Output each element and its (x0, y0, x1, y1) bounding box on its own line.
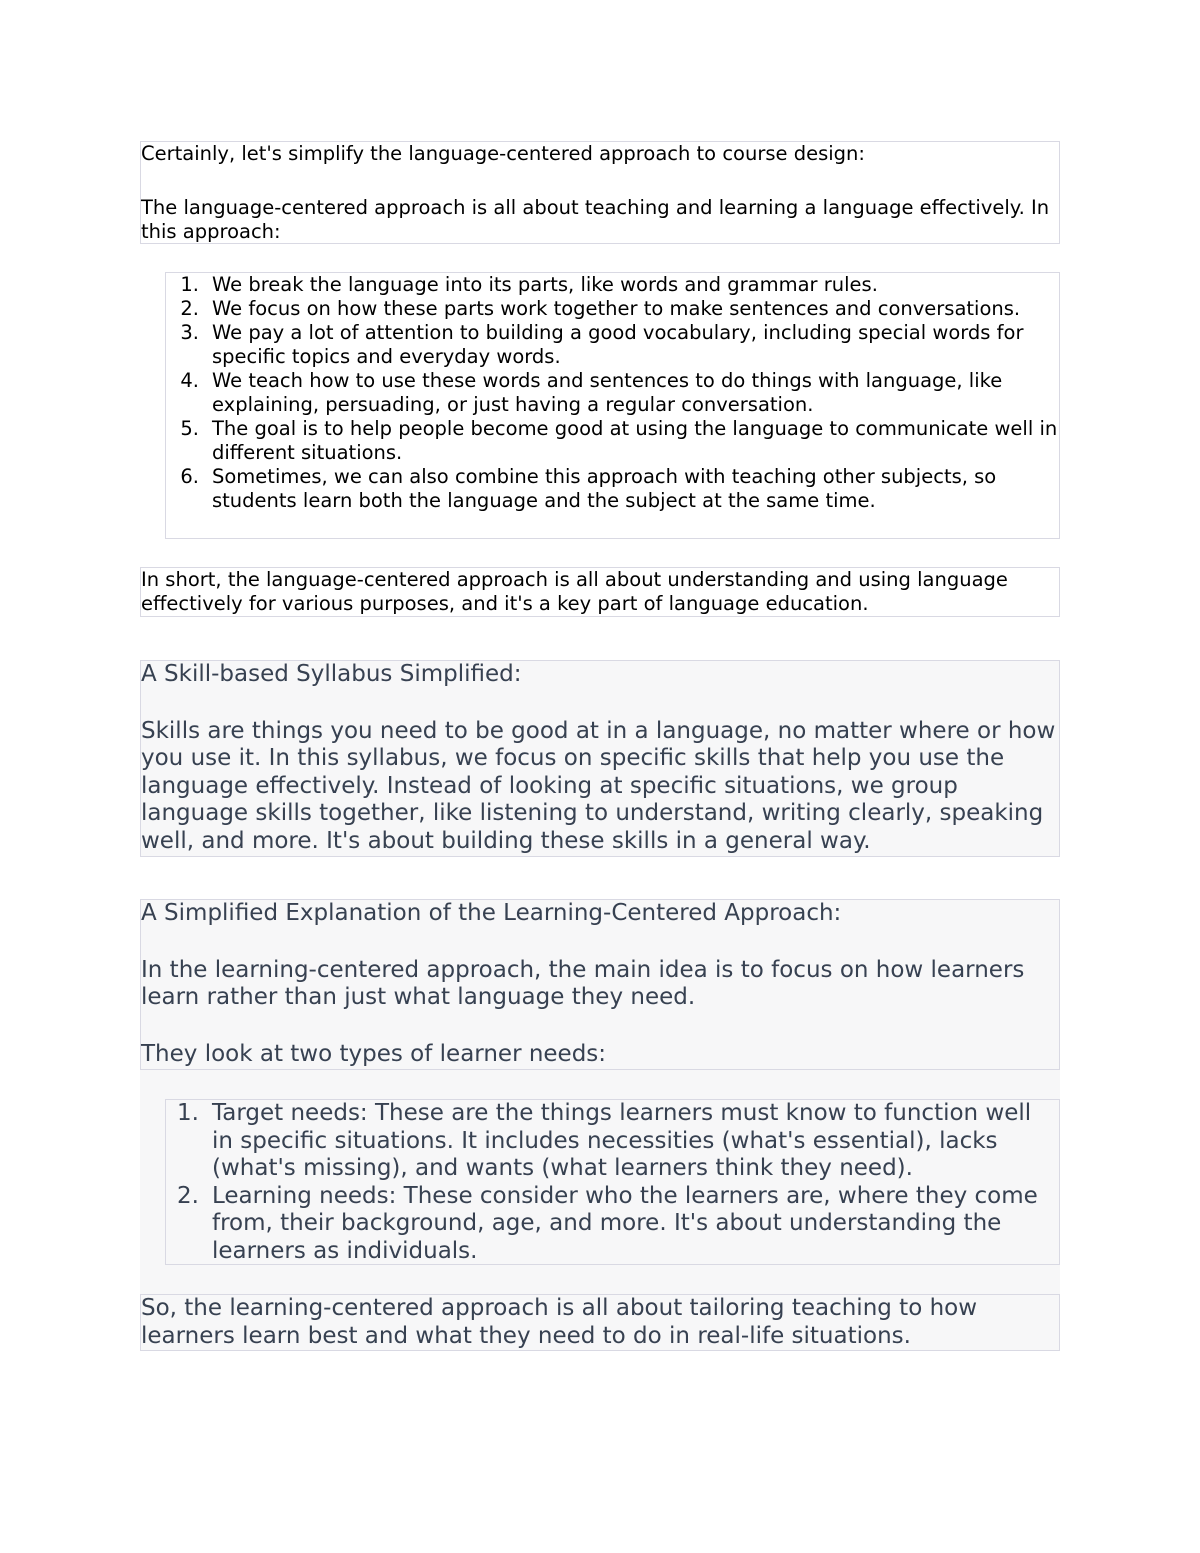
list-item (166, 273, 1059, 297)
list-item (166, 321, 1059, 369)
list-item-number: 6. (180, 465, 199, 488)
list-item-text: We pay a lot of attention to building a good vocabulary, including special words for specific topics and everyday words. (212, 321, 1024, 368)
list-item-text: We break the language into its parts, like words and grammar rules. (212, 273, 878, 296)
list-item-number: 1. (177, 1100, 199, 1126)
intro-block (140, 141, 1060, 244)
learner-needs-lead: They look at two types of learner needs: (141, 1040, 607, 1067)
language-centered-list (165, 272, 1060, 539)
list-item-number: 5. (180, 417, 199, 440)
list-item (166, 1100, 1059, 1183)
section-heading: A Skill-based Syllabus Simplified: (141, 661, 522, 687)
intro-text: Certainly, let's simplify the language-centered approach to course design: (141, 142, 865, 165)
summary-text: In short, the language-centered approach is all about understanding and using language effectively for various purposes, and it's a key part of language education. (141, 568, 1008, 615)
list-item-text: Sometimes, we can also combine this approach with teaching other subjects, so students learn both the language and the subject at the same time. (212, 465, 997, 512)
list-item (166, 465, 1059, 513)
list-item-text: Target needs: These are the things learners must know to function well in specific situations. It includes necessities (what's essential), lacks (what's missing), and wants (what learners think they need). (212, 1100, 1032, 1181)
skill-based-body: Skills are things you need to be good at in a language, no matter where or how you use it. In this syllabus, we focus on specific skills that help you use the language effectively. Instead of looking at specific situations, we group language skills together, like listening to understand, writing clearly, speaking well, and more. It's about building these skills in a general way. (141, 717, 1056, 854)
learning-centered-para: In the learning-centered approach, the main idea is to focus on how learners learn rather than just what language they need. (141, 956, 1025, 1010)
intro-lead-text: The language-centered approach is all about teaching and learning a language effectively. In this approach: (141, 196, 1050, 243)
summary-text: So, the learning-centered approach is all about tailoring teaching to how learners learn best and what they need to do in real-life situations. (141, 1295, 978, 1349)
section-heading: A Simplified Explanation of the Learning-Centered Approach: (141, 900, 842, 926)
list-item-number: 2. (180, 297, 199, 320)
list-item (166, 369, 1059, 417)
list-item-text: We focus on how these parts work together to make sentences and conversations. (212, 297, 1021, 320)
learning-summary-block (140, 1294, 1060, 1351)
list-item-number: 1. (180, 273, 199, 296)
list-item-text: The goal is to help people become good at using the language to communicate well in different situations. (212, 417, 1058, 464)
list-item-number: 3. (180, 321, 199, 344)
skill-based-block (140, 660, 1060, 857)
list-item (166, 417, 1059, 465)
summary-block (140, 567, 1060, 617)
learning-centered-block (140, 899, 1060, 1070)
list-item-text: We teach how to use these words and sentences to do things with language, like explaining, persuading, or just having a regular conversation. (212, 369, 1003, 416)
learner-needs-list (165, 1099, 1060, 1265)
list-item-number: 4. (180, 369, 199, 392)
list-item-text: Learning needs: These consider who the learners are, where they come from, their background, age, and more. It's about understanding the learners as individuals. (212, 1182, 1038, 1264)
list-item (166, 297, 1059, 321)
list-item (166, 1183, 1059, 1266)
list-item-number: 2. (177, 1182, 199, 1209)
